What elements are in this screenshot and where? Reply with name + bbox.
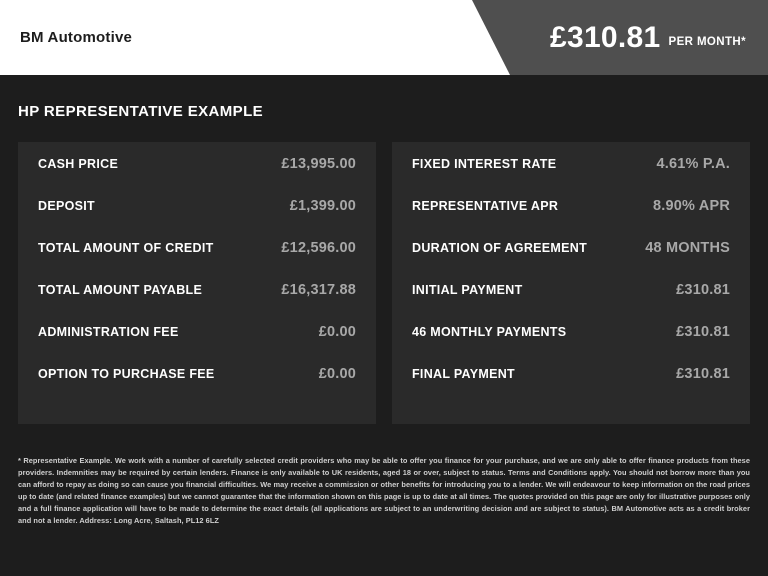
detail-value: £12,596.00 bbox=[281, 240, 356, 256]
detail-label: FINAL PAYMENT bbox=[412, 367, 515, 381]
monthly-price: £310.81 bbox=[549, 20, 661, 54]
detail-row bbox=[412, 366, 730, 408]
detail-row bbox=[38, 324, 356, 366]
header-price-banner bbox=[510, 0, 768, 75]
detail-row bbox=[38, 366, 356, 408]
detail-value: 48 MONTHS bbox=[645, 240, 730, 256]
detail-label: OPTION TO PURCHASE FEE bbox=[38, 367, 215, 381]
detail-value: £1,399.00 bbox=[289, 198, 356, 214]
detail-value: 4.61% P.A. bbox=[656, 156, 730, 172]
detail-label: 46 MONTHLY PAYMENTS bbox=[412, 325, 567, 339]
detail-row bbox=[412, 324, 730, 366]
detail-row bbox=[38, 198, 356, 240]
detail-label: FIXED INTEREST RATE bbox=[412, 157, 557, 171]
page-header bbox=[0, 0, 768, 75]
finance-details-panels bbox=[0, 120, 768, 424]
representative-example-disclaimer: * Representative Example. We work with a number of carefully selected credit providers who may be able to offer you finance for your purchase, and we are only able to offer finance products from these providers. Indemnities may be required by certain lenders. Finance is only available to UK residents, aged 18 or over, subject to status. Terms and Conditions apply. You should not borrow more than you can afford to repay as doing so can cause you financial difficulties. We may receive a commission or other benefits for introducing you to a lender. We will endeavour to keep information on the road prices up to date (and related finance examples) but we cannot guarantee that the information shown on this page is up to date at all times. The quotes provided on this page are only for illustrative purposes only and a full finance application will have to be made to determine the exact details (all applications are subject to an underwriting decision and are subject to status). BM Automotive acts as a credit broker and not a lender. Address: Long Acre, Saltash, PL12 6LZ bbox=[18, 456, 750, 525]
detail-label: DEPOSIT bbox=[38, 199, 95, 213]
finance-panel-left bbox=[18, 142, 376, 424]
detail-row bbox=[38, 156, 356, 198]
header-brand-area bbox=[0, 0, 510, 75]
detail-label: TOTAL AMOUNT PAYABLE bbox=[38, 283, 203, 297]
detail-value: £310.81 bbox=[676, 282, 730, 298]
detail-value: £16,317.88 bbox=[281, 282, 356, 298]
detail-label: INITIAL PAYMENT bbox=[412, 283, 523, 297]
detail-row bbox=[412, 156, 730, 198]
detail-row bbox=[38, 282, 356, 324]
detail-value: £0.00 bbox=[318, 366, 356, 382]
detail-value: 8.90% APR bbox=[652, 198, 730, 214]
detail-label: ADMINISTRATION FEE bbox=[38, 325, 179, 339]
detail-row bbox=[412, 198, 730, 240]
detail-value: £0.00 bbox=[318, 324, 356, 340]
detail-label: CASH PRICE bbox=[38, 157, 119, 171]
detail-label: DURATION OF AGREEMENT bbox=[412, 241, 588, 255]
finance-panel-right bbox=[392, 142, 750, 424]
detail-row bbox=[412, 240, 730, 282]
page-title: HP REPRESENTATIVE EXAMPLE bbox=[18, 103, 264, 120]
detail-value: £310.81 bbox=[676, 324, 730, 340]
monthly-price-suffix: PER MONTH* bbox=[668, 35, 746, 48]
detail-value: £13,995.00 bbox=[281, 156, 356, 172]
detail-row bbox=[38, 240, 356, 282]
detail-row bbox=[412, 282, 730, 324]
detail-label: REPRESENTATIVE APR bbox=[412, 199, 559, 213]
dealer-name: BM Automotive bbox=[20, 29, 133, 46]
detail-label: TOTAL AMOUNT OF CREDIT bbox=[38, 241, 214, 255]
detail-value: £310.81 bbox=[676, 366, 730, 382]
